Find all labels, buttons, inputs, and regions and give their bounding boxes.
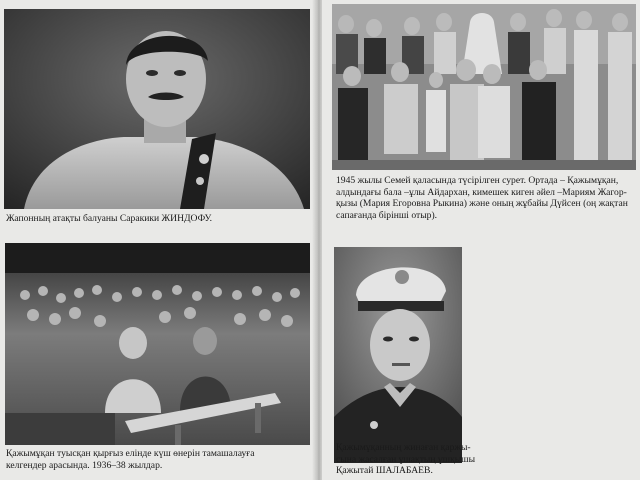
- crowd-wrestlers-photo: [5, 243, 310, 445]
- caption-wrestler-portrait: Жапонның атақты балуаны Саракики ЖИНДОФУ.: [6, 213, 213, 224]
- pilot-portrait-photo: [334, 247, 462, 463]
- family-group-photo: [332, 4, 636, 170]
- caption-pilot-portrait: Қажымұқанның жинаған қаржы- сына жасалған ұшақтың ұшқышы Қажытай ШАЛАБАЕВ.: [336, 442, 476, 477]
- caption-family-group: 1945 жылы Семей қаласында түсірілген сурет. Ортада – Қажымұқан, алдындағы бала –ұлы Айдархан, кимешек киген әйел –Мариям Жагор- қызы (Мария Егоровна Рыкина) және оның жұбайы Дүйсен (оң жақтан сапағанда бірінші отыр).: [336, 175, 628, 221]
- wrestler-portrait-photo: [4, 9, 310, 209]
- caption-crowd-wrestlers: Қажымұқан туысқан қырғыз елінде күш өнерін тамашалауға келгендер арасында. 1936–38 жылдар.: [6, 448, 255, 471]
